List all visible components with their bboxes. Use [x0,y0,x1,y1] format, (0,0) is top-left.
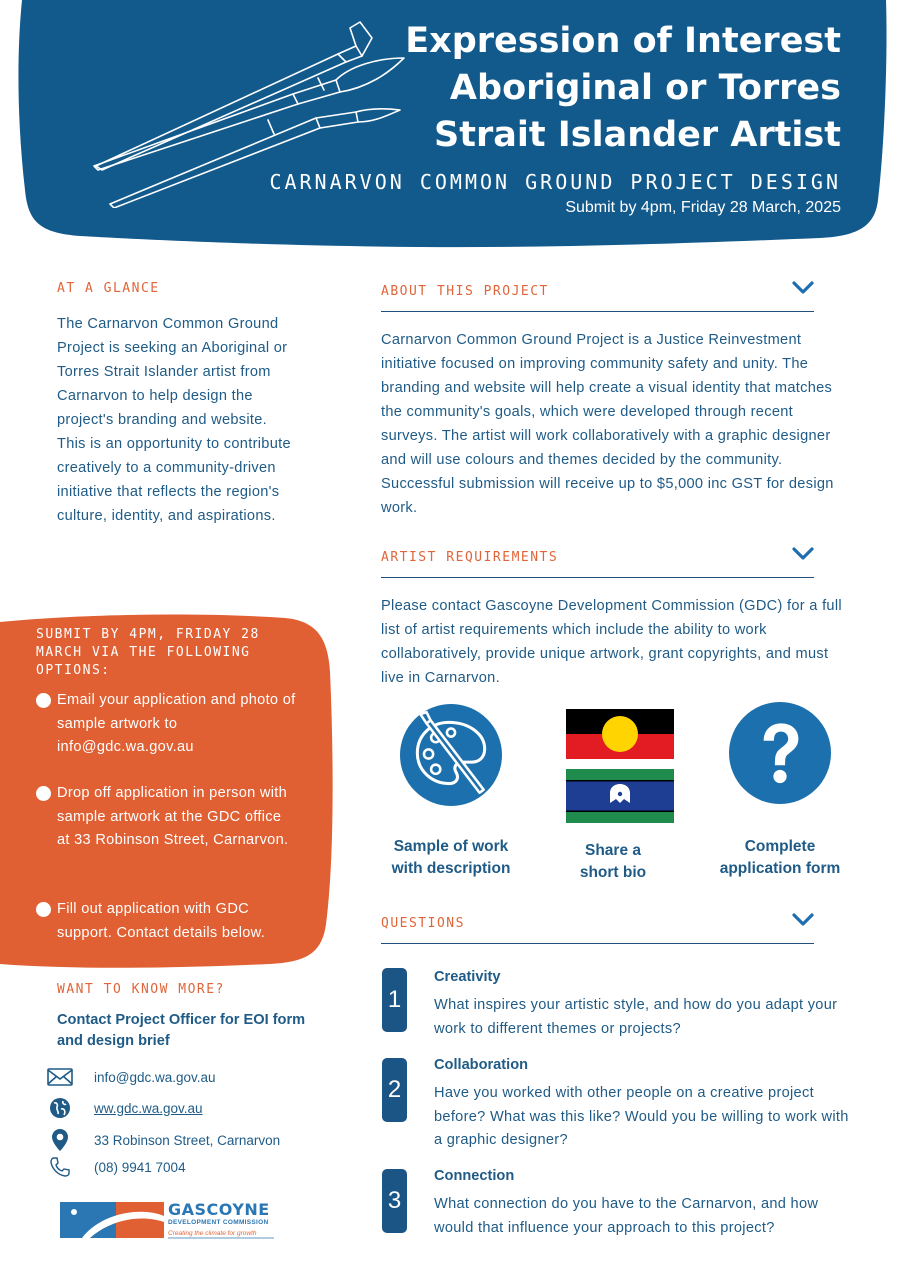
requirements-heading: ARTIST REQUIREMENTS [381,550,559,565]
about-body: Carnarvon Common Ground Project is a Justice Reinvestment initiative focused on improving community safety and unity. The branding and website will help create a visual identity that matches the community's goals, which were developed through recent surveys. The artist will work collaboratively with a graphic designer and will use colours and themes decided by the community. Successful submission will receive up to $5,000 inc GST for design work. [381,332,834,516]
contact-address-row [46,1128,281,1152]
location-pin-icon [46,1128,74,1152]
at-a-glance-heading: AT A GLANCE [57,281,160,296]
contact-email-row[interactable] [46,1065,216,1089]
question-text: What inspires your artistic style, and how do you adapt your work to different themes or projects? [434,997,838,1037]
question-number-badge: 2 [382,1058,407,1122]
flags-icon [566,709,674,823]
project-subtitle: CARNARVON COMMON GROUND PROJECT DESIGN [269,170,841,194]
bullet-icon [36,693,51,708]
title-line-1: Expression of Interest [405,21,841,61]
questions-heading: QUESTIONS [381,916,465,931]
envelope-icon [46,1065,74,1089]
contact-email[interactable]: info@gdc.wa.gov.au [94,1069,216,1085]
question-mark-icon [729,702,831,804]
contact-phone-row[interactable] [46,1155,186,1179]
question-title: Collaboration [434,1057,529,1073]
title-line-3: Strait Islander Artist [434,115,841,155]
globe-icon [46,1096,74,1120]
palette-icon [400,704,502,806]
caption-short-bio: Share a short bio [579,842,647,881]
questions-section-header[interactable] [381,914,814,944]
question-text: Have you worked with other people on a creative project before? What was this like? Would you be willing to work with a graphic designer? [434,1085,849,1148]
requirements-body: Please contact Gascoyne Development Commission (GDC) for a full list of artist requirements which include the ability to work collaboratively, provide unique artwork, grant copyrights, and must live in Carnarvon. [381,598,842,686]
want-to-know-more-heading: WANT TO KNOW MORE? [57,982,225,997]
contact-address: 33 Robinson Street, Carnarvon [94,1132,281,1148]
caption-application-form: Complete application form [719,838,841,877]
submit-option-drop-off: Drop off application in person with sample artwork at the GDC office at 33 Robinson Street, Carnarvon. [36,782,296,853]
caption-sample-of-work: Sample of work with description [391,838,511,877]
phone-icon [46,1155,74,1179]
submit-option-email: Email your application and photo of sample artwork to info@gdc.wa.gov.au [36,689,296,760]
contact-website[interactable]: ww.gdc.wa.gov.au [94,1100,203,1116]
logo-name: GASCOYNE [168,1200,270,1219]
submit-option-gdc-support: Fill out application with GDC support. Contact details below. [36,898,296,945]
logo-tagline: Creating the climate for growth [168,1230,257,1237]
chevron-down-icon[interactable] [792,912,814,928]
contact-website-row[interactable] [46,1096,203,1120]
question-title: Connection [434,1168,515,1184]
contact-officer-text: Contact Project Officer for EOI form and design brief [57,1012,306,1049]
bullet-icon [36,902,51,917]
about-section-header[interactable] [381,282,814,312]
question-number-badge: 1 [382,968,407,1032]
deadline-text: Submit by 4pm, Friday 28 March, 2025 [565,199,841,216]
question-text: What connection do you have to the Carnarvon, and how would that influence your approach to this project? [434,1196,819,1236]
bullet-icon [36,786,51,801]
question-number-badge: 3 [382,1169,407,1233]
chevron-down-icon[interactable] [792,280,814,296]
about-heading: ABOUT THIS PROJECT [381,284,549,299]
question-title: Creativity [434,969,501,985]
requirements-section-header[interactable] [381,548,814,578]
logo-subtitle: DEVELOPMENT COMMISSION [168,1219,269,1226]
at-a-glance-body: The Carnarvon Common Ground Project is seeking an Aboriginal or Torres Strait Islander artist from Carnarvon to help design the project's branding and website. This is an opportunity to contribute creatively to a community-driven initiative that reflects the region's culture, identity, and aspirations. [57,316,291,524]
title-line-2: Aboriginal or Torres [449,68,841,108]
chevron-down-icon[interactable] [792,546,814,562]
contact-phone[interactable]: (08) 9941 7004 [94,1159,186,1175]
submit-heading: SUBMIT BY 4PM, FRIDAY 28 MARCH VIA THE FOLLOWING OPTIONS: [36,627,260,678]
